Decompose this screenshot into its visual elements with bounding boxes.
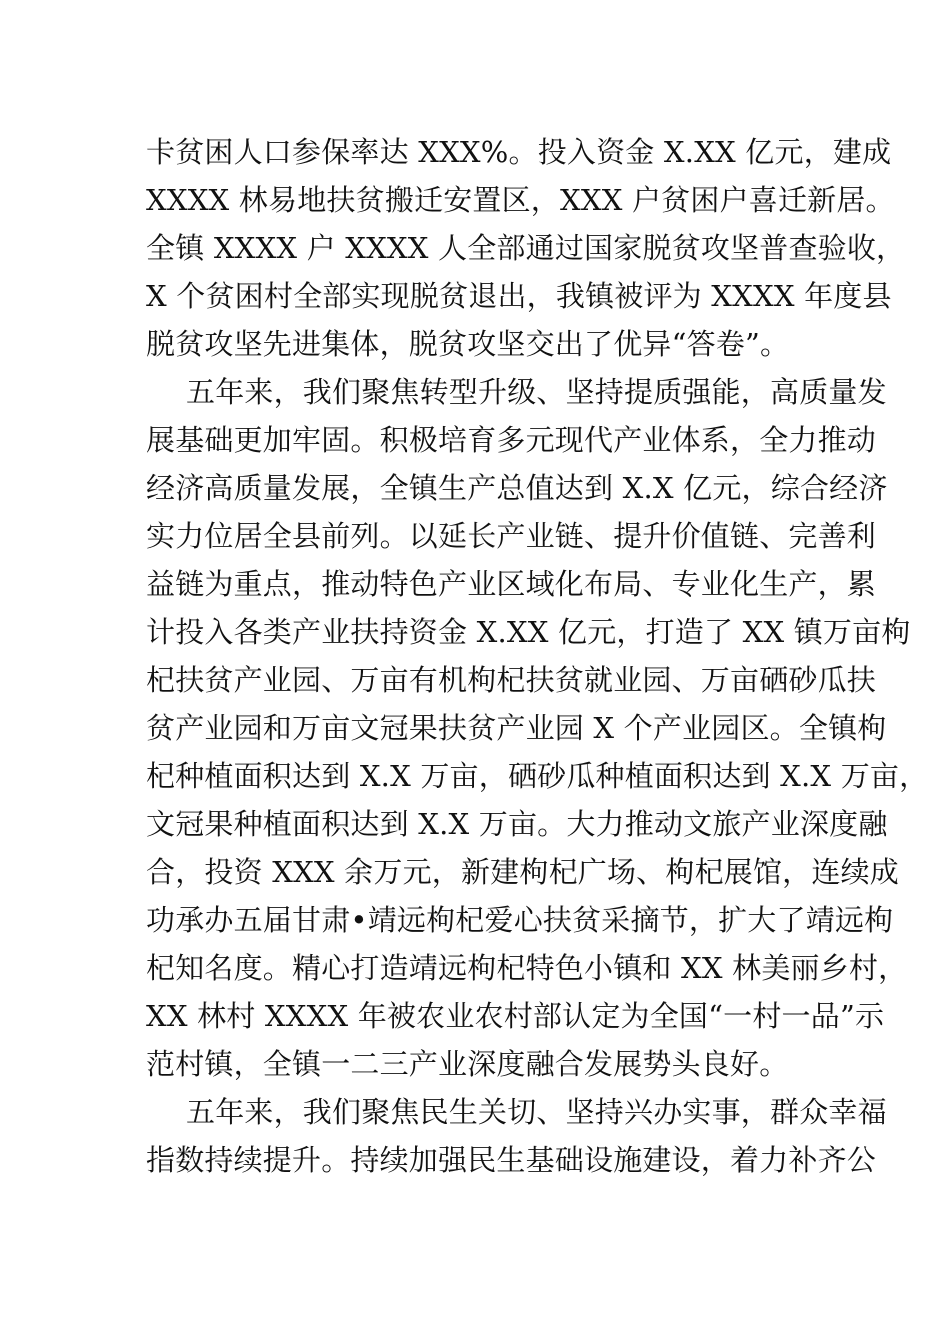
text-line: 杞知名度。精心打造靖远枸杞特色小镇和 XX 林美丽乡村， bbox=[146, 951, 908, 985]
text-line: 范村镇，全镇一二三产业深度融合发展势头良好。 bbox=[146, 1047, 789, 1081]
paragraph-first-line: 五年来，我们聚焦转型升级、坚持提质强能，高质量发 bbox=[186, 375, 887, 409]
text-line: 卡贫困人口参保率达 XXX%。投入资金 X.XX 亿元，建成 bbox=[146, 135, 892, 169]
text-line: 益链为重点，推动特色产业区域化布局、专业化生产，累 bbox=[146, 567, 877, 601]
text-line: 文冠果种植面积达到 X.X 万亩。大力推动文旅产业深度融 bbox=[146, 807, 888, 841]
text-line: XX 林村 XXXX 年被农业农村部认定为全国“一村一品”示 bbox=[146, 999, 885, 1033]
paragraph-first-line: 五年来，我们聚焦民生关切、坚持兴办实事，群众幸福 bbox=[186, 1095, 887, 1129]
text-line: 全镇 XXXX 户 XXXX 人全部通过国家脱贫攻坚普查验收， bbox=[146, 231, 906, 265]
text-line: X 个贫困村全部实现脱贫退出，我镇被评为 XXXX 年度县 bbox=[146, 279, 892, 313]
text-line: 指数持续提升。持续加强民生基础设施建设，着力补齐公 bbox=[146, 1143, 877, 1177]
text-line: 功承办五届甘肃•靖远枸杞爱心扶贫采摘节，扩大了靖远枸 bbox=[146, 903, 894, 937]
text-line: 杞种植面积达到 X.X 万亩，硒砂瓜种植面积达到 X.X 万亩， bbox=[146, 759, 929, 793]
text-line: 合，投资 XXX 余万元，新建枸杞广场、枸杞展馆，连续成 bbox=[146, 855, 899, 889]
text-line: 杞扶贫产业园、万亩有机枸杞扶贫就业园、万亩硒砂瓜扶 bbox=[146, 663, 877, 697]
text-line: XXXX 林易地扶贫搬迁安置区，XXX 户贫困户喜迁新居。 bbox=[146, 183, 895, 217]
text-line: 展基础更加牢固。积极培育多元现代产业体系，全力推动 bbox=[146, 423, 877, 457]
text-line: 实力位居全县前列。以延长产业链、提升价值链、完善利 bbox=[146, 519, 877, 553]
text-line: 脱贫攻坚先进集体，脱贫攻坚交出了优异“答卷”。 bbox=[146, 327, 790, 361]
text-line: 贫产业园和万亩文冠果扶贫产业园 X 个产业园区。全镇枸 bbox=[146, 711, 887, 745]
text-line: 计投入各类产业扶持资金 X.XX 亿元，打造了 XX 镇万亩枸 bbox=[146, 615, 911, 649]
text-line: 经济高质量发展，全镇生产总值达到 X.X 亿元，综合经济 bbox=[146, 471, 888, 505]
